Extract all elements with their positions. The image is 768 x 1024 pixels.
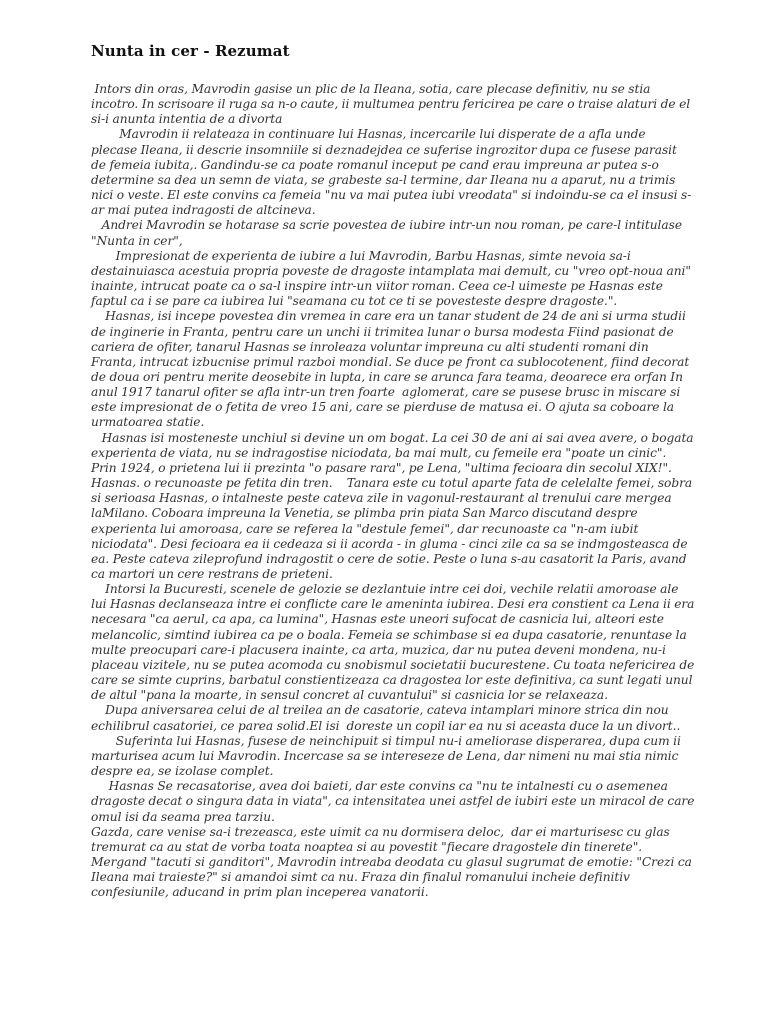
- paragraph-remarriage: Hasnas Se recasatorise, avea doi baieti, dar este convins ca "nu te intalnesti cu o asemenea dragoste decat o singura data in viata", ca intensitatea unei astfel de iubiri este un miracol de care omul isi da seama prea tarziu.: [91, 779, 695, 824]
- paragraph-jealousy: Intorsi la Bucuresti, scenele de gelozie se dezlantuie intre cei doi, vechile relatii amoroase ale lui Hasnas declanseaza intre ei conflicte care le ameninta iubirea. Desi era constient ca Lena ii era necesara "ca aerul, ca apa, ca lumina", Hasnas este uneori sufocat de casnicia lui, alteori este melancolic, simtind iubirea ca pe o boala. Femeia se schimbase si ea dupa casatorie, renuntase la multe preocupari care-i placusera inainte, ca arta, muzica, dar nu putea deveni mondena, nu-i placeau vizitele, nu se putea acomoda cu snobismul societatii bucurestene. Cu toata nefericirea de care se simte cuprins, barbatul constientizeaza ca dragostea lor este definitiva, ca sunt legati unul de altul "pana la moarte, in sensul concret al cuvantului" si casnicia lor se relaxeaza.: [91, 582, 695, 703]
- paragraph-new-novel: Andrei Mavrodin se hotarase sa scrie povestea de iubire intr-un nou roman, pe care-l intitulase "Nunta in cer",: [91, 218, 682, 248]
- paragraph-divorce: Dupa aniversarea celui de al treilea an de casatorie, cateva intamplari minore strica din nou echilibrul casatoriei, ce parea solid.El isi doreste un copil iar ea nu si aceasta duce la un divort..: [91, 703, 681, 733]
- paragraph-ending: Gazda, care venise sa-i trezeasca, este uimit ca nu dormisera deloc, dar ei marturisesc cu glas tremurat ca au stat de vorba toata noaptea si au povestit "fiecare dragostele din tinerete". Mergand "tacuti si ganditori", Mavrodin intreaba deodata cu glasul sugrumat de emotie: "Crezi ca Ileana mai traieste?" si amandoi simt ca nu. Fraza din finalul romanului incheie definitiv confesiunile, aducand in prim plan inceperea vanatorii.: [91, 824, 692, 900]
- document-body: [91, 82, 695, 900]
- paragraph-hasnas-confession: Impresionat de experienta de iubire a lui Mavrodin, Barbu Hasnas, simte nevoia sa-i destainuiasca acestuia propria poveste de dragoste intamplata mai demult, cu "vreo opt-noua ani" inainte, intrucat poate ca o sa-l inspire intr-un viitor roman. Ceea ce-l uimeste pe Hasnas este faptul ca i se pare ca iubirea lui "seamana cu tot ce ti se povesteste despre dragoste.".: [91, 248, 691, 309]
- document-title: Nunta in cer - Rezumat: [91, 42, 290, 60]
- paragraph-hasnas-youth: Hasnas, isi incepe povestea din vremea in care era un tanar student de 24 de ani si urma studii de inginerie in Franta, pentru care un unchi ii trimitea lunar o bursa modesta Fiind pasionat de cariera de ofiter, tanarul Hasnas se inroleaza voluntar impreuna cu alti studenti romani din Franta, intrucat izbucnise primul razboi mondial. Se duce pe front ca sublocotenent, fiind decorat de doua ori pentru merite deosebite in lupta, in care se arunca fara teama, deoarece era orfan In anul 1917 tanarul ofiter se afla intr-un tren foarte aglomerat, care se pusese brusc in miscare si este impresionat de o fetita de vreo 15 ani, care se pierduse de matusa ei. O ajuta sa coboare la urmatoarea statie.: [91, 309, 690, 430]
- document-page: [91, 42, 695, 900]
- paragraph-letter-from-ileana: Intors din oras, Mavrodin gasise un plic de la Ileana, sotia, care plecase definitiv, nu se stia incotro. In scrisoare il ruga sa n-o caute, ii multumea pentru fericirea pe care o traise alaturi de el si-i anunta intentia de a divorta: [91, 82, 691, 127]
- paragraph-suffering: Suferinta lui Hasnas, fusese de neinchipuit si timpul nu-i ameliorase disperarea, dupa cum ii marturisea acum lui Mavrodin. Incercase sa se intereseze de Lena, dar nimeni nu mai stia nimic despre ea, se izolase complet.: [91, 733, 681, 779]
- paragraph-mavrodin-despair: Mavrodin ii relateaza in continuare lui Hasnas, incercarile lui disperate de a afla unde plecase Ileana, ii descrie insomniile si deznadejdea ce suferise ingrozitor dupa ce fusese parasit de femeia iubita,. Gandindu-se ca poate romanul inceput pe cand erau impreuna ar putea s-o determine sa dea un semn de viata, se grabeste sa-l termine, dar Ileana nu a aparut, nu a trimis nici o veste. El este convins ca femeia "nu va mai putea iubi vreodata" si indoindu-se ca el insusi s-ar mai putea indragosti de altcineva.: [91, 127, 692, 218]
- paragraph-meeting-lena: Hasnas isi mosteneste unchiul si devine un om bogat. La cei 30 de ani ai sai avea avere, o bogata experienta de viata, nu se indragostise niciodata, ba mai mult, cu femeile era "poate un cinic". Prin 1924, o prietena lui ii prezinta "o pasare rara", pe Lena, "ultima fecioara din secolul XIX!". Hasnas. o recunoaste pe fetita din tren. Tanara este cu totul aparte fata de celelalte femei, sobra si serioasa Hasnas, o intalneste peste cateva zile in vagonul-restaurant al trenului care mergea laMilano. Coboara impreuna la Venetia, se plimba prin piata San Marco discutand despre experienta lui amoroasa, care se referea la "destule femei", dar recunoaste ca "n-am iubit niciodata". Desi fecioara ea ii cedeaza si ii acorda - in gluma - cinci zile ca sa se indmgosteasca de ea. Peste cateva zileprofund indragostit o cere de sotie. Peste o luna s-au casatorit la Paris, avand ca martori un cere restrans de prieteni.: [91, 430, 694, 581]
